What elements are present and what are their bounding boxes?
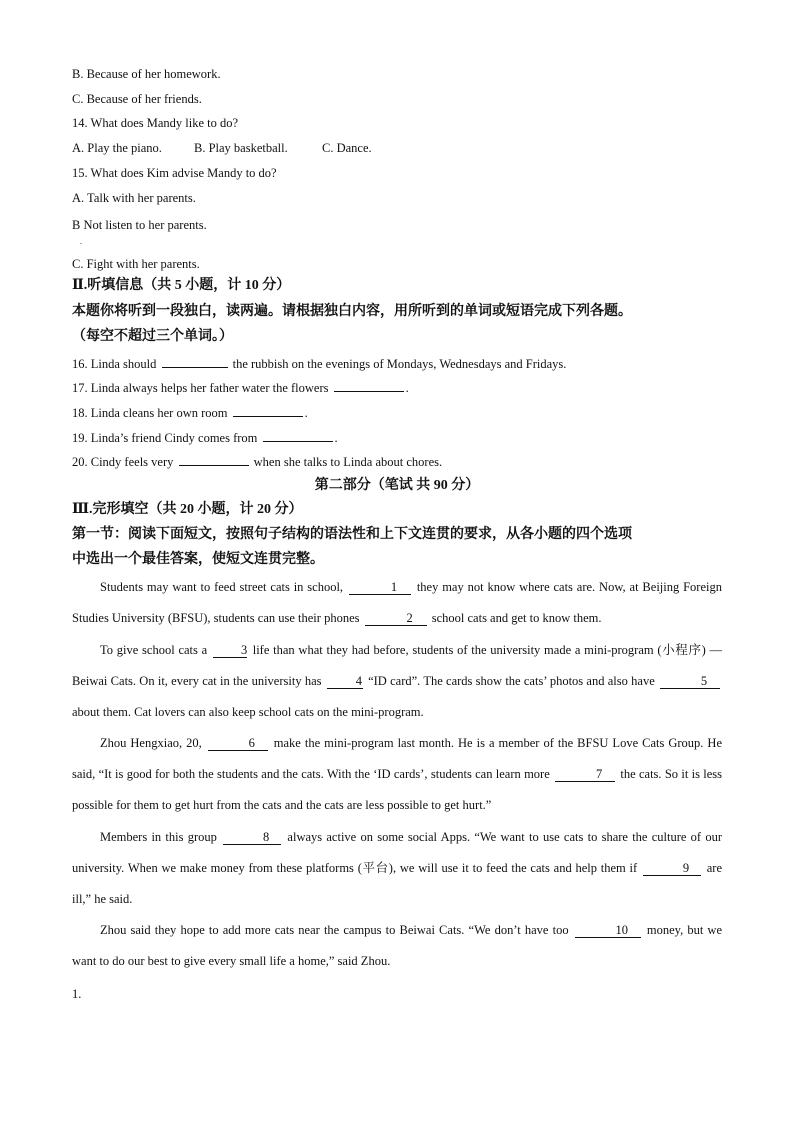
section-2-instruction-line-2: （每空不超过三个单词。） xyxy=(72,329,233,344)
question-13-option-b: B. Because of her homework. xyxy=(72,67,221,81)
cloze-blank-5[interactable]: 5 xyxy=(660,674,720,689)
passage-text: always active on some social Apps. “We want to use cats to share the culture of our university. When we make money from these platforms (平台), we will use it to feed the cats and help them if xyxy=(72,830,722,875)
cloze-blank-1[interactable]: 1 xyxy=(349,580,411,595)
passage-text: Members in this group xyxy=(100,830,217,844)
cloze-blank-2[interactable]: 2 xyxy=(365,611,427,626)
question-16-text-after: the rubbish on the evenings of Mondays, Wednesdays and Fridays. xyxy=(232,357,567,371)
question-17-text-before: 17. Linda always helps her father water the flowers xyxy=(72,381,329,395)
answer-blank-19[interactable] xyxy=(263,429,333,442)
passage-text: Students may want to feed street cats in school, xyxy=(100,580,344,594)
question-20-text-before: 20. Cindy feels very xyxy=(72,455,174,469)
question-18-text-before: 18. Linda cleans her own room xyxy=(72,406,228,420)
question-15-option-c: C. Fight with her parents. xyxy=(72,257,200,271)
question-15: 15. What does Kim advise Mandy to do? xyxy=(72,166,277,180)
passage-text: are ill,” he said. xyxy=(72,861,723,906)
question-13-option-c: C. Because of her friends. xyxy=(72,92,202,106)
question-16 xyxy=(72,355,566,372)
cloze-blank-9[interactable]: 9 xyxy=(643,861,701,876)
cloze-blank-7[interactable]: 7 xyxy=(555,767,615,782)
question-14: 14. What does Mandy like to do? xyxy=(72,116,239,130)
passage-paragraph-5 xyxy=(72,915,722,977)
passage-text: about them. Cat lovers can also keep school cats on the mini-program. xyxy=(72,705,424,719)
section-3-title: Ⅲ.完形填空（共 20 小题，计 20 分） xyxy=(72,502,303,517)
passage-text: life than what they had before, students of the university made a mini-program (小程序) — Beiwai Cats. On it, every cat in the university has xyxy=(72,643,722,688)
passage-text: To give school cats a xyxy=(100,643,208,657)
question-19-text-before: 19. Linda’s friend Cindy comes from xyxy=(72,431,258,445)
cloze-blank-6[interactable]: 6 xyxy=(208,736,268,751)
section-2-title: Ⅱ.听填信息（共 5 小题，计 10 分） xyxy=(72,278,291,293)
question-17 xyxy=(72,379,409,396)
passage-text: Zhou said they hope to add more cats near the campus to Beiwai Cats. “We don’t have too xyxy=(100,923,569,937)
question-20-text-after: when she talks to Linda about chores. xyxy=(253,455,443,469)
section-3-instruction-line-2: 中选出一个最佳答案，使短文连贯完整。 xyxy=(72,552,324,567)
answer-blank-16[interactable] xyxy=(162,355,228,368)
question-18 xyxy=(72,404,308,421)
answer-blank-18[interactable] xyxy=(233,404,303,417)
passage-text: money, but we want to do our best to give every small life a home,” said Zhou. xyxy=(72,923,723,968)
question-16-text-before: 16. Linda should xyxy=(72,357,157,371)
cloze-blank-8[interactable]: 8 xyxy=(223,830,281,845)
passage-text: make the mini-program last month. He is a member of the BFSU Love Cats Group. He said, “It is good for both the students and the cats. With the ‘ID cards’, students can learn more xyxy=(72,736,723,781)
cloze-question-1: 1. xyxy=(72,987,82,1001)
passage-paragraph-1 xyxy=(72,572,722,634)
question-19 xyxy=(72,429,338,446)
cloze-blank-3[interactable]: 3 xyxy=(213,643,247,658)
passage-text: Zhou Hengxiao, 20, xyxy=(100,736,202,750)
passage-text: school cats and get to know them. xyxy=(431,611,602,625)
section-3-instruction-line-1: 第一节：阅读下面短文，按照句子结构的语法性和上下文连贯的要求，从各小题的四个选项 xyxy=(72,527,632,542)
question-19-text-after: . xyxy=(334,431,338,445)
cloze-blank-10[interactable]: 10 xyxy=(575,923,641,938)
passage-text: “ID card”. The cards show the cats’ photos and also have xyxy=(368,674,655,688)
passage-paragraph-4 xyxy=(72,822,722,915)
passage-text: the cats. So it is less possible for them to get hurt from the cats and the cats are less possible to get hurt.” xyxy=(72,767,722,812)
question-14-options xyxy=(72,140,372,156)
question-15-option-b: B Not listen to her parents. xyxy=(72,218,207,232)
part-2-title: 第二部分（笔试 共 90 分） xyxy=(314,478,480,493)
question-14-option-c: C. Dance. xyxy=(322,141,372,155)
cloze-blank-4[interactable]: 4 xyxy=(327,674,363,689)
question-17-text-after: . xyxy=(405,381,409,395)
answer-blank-17[interactable] xyxy=(334,379,404,392)
question-14-option-a: A. Play the piano. xyxy=(72,141,162,155)
passage-paragraph-3 xyxy=(72,728,722,821)
stray-dot: . xyxy=(80,237,82,246)
answer-blank-20[interactable] xyxy=(179,453,249,466)
question-15-option-a: A. Talk with her parents. xyxy=(72,191,196,205)
question-18-text-after: . xyxy=(304,406,308,420)
question-14-option-b: B. Play basketball. xyxy=(194,141,288,155)
passage-paragraph-2 xyxy=(72,635,722,728)
question-20 xyxy=(72,453,442,470)
passage-text: they may not know where cats are. Now, at Beijing Foreign Studies University (BFSU), students can use their phones xyxy=(72,580,722,625)
section-2-instruction-line-1: 本题你将听到一段独白，读两遍。请根据独白内容，用所听到的单词或短语完成下列各题。 xyxy=(72,304,632,319)
